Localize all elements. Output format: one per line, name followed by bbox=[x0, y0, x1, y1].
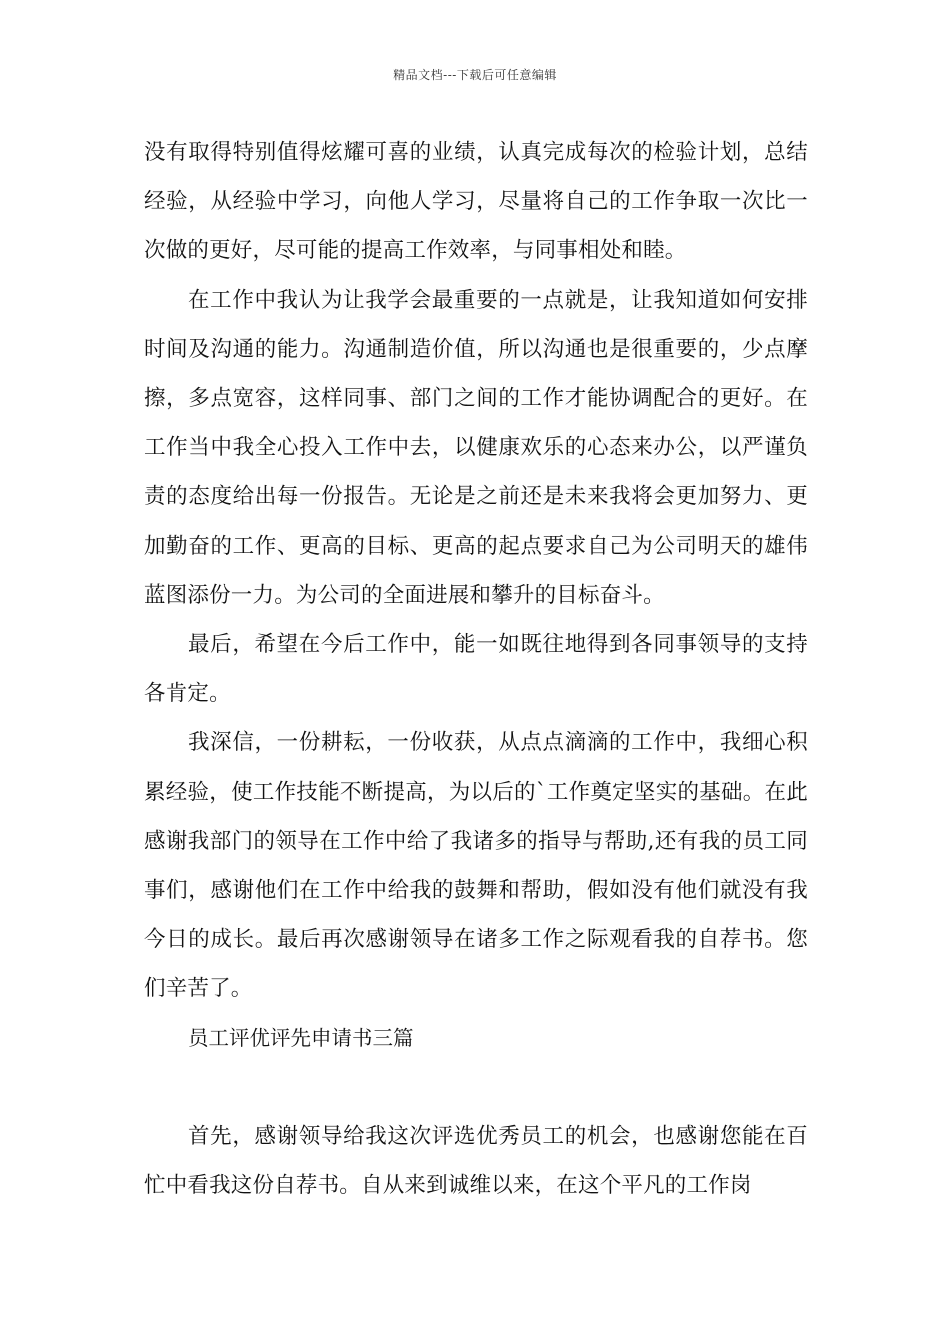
section-title: 员工评优评先申请书三篇 bbox=[188, 1025, 414, 1050]
body-paragraph: 没有取得特别值得炫耀可喜的业绩，认真完成每次的检验计划，总结经验，从经验中学习，向他人学习，尽量将自己的工作争取一次比一次做的更好，尽可能的提高工作效率，与同事相处和睦。 bbox=[144, 140, 808, 264]
blank-line bbox=[144, 1063, 808, 1112]
body-paragraph: 我深信，一份耕耘，一份收获，从点点滴滴的工作中，我细心积累经验，使工作技能不断提高，为以后的`工作奠定坚实的基础。在此感谢我部门的领导在工作中给了我诸多的指导与帮助,还有我的员工同事们，感谢他们在工作中给我的鼓舞和帮助，假如没有他们就没有我今日的成长。最后再次感谢领导在诸多工作之际观看我的自荐书。您们辛苦了。 bbox=[144, 730, 808, 1002]
body-paragraph: 在工作中我认为让我学会最重要的一点就是，让我知道如何安排时间及沟通的能力。沟通制造价值，所以沟通也是很重要的，少点摩擦，多点宽容，这样同事、部门之间的工作才能协调配合的更好。在工作当中我全心投入工作中去，以健康欢乐的心态来办公，以严谨负责的态度给出每一份报告。无论是之前还是未来我将会更加努力、更加勤奋的工作、更高的目标、更高的起点要求自己为公司明天的雄伟蓝图添份一力。为公司的全面进展和攀升的目标奋斗。 bbox=[144, 287, 808, 608]
body-paragraph: 最后，希望在今后工作中，能一如既往地得到各同事领导的支持各肯定。 bbox=[144, 632, 808, 707]
body-paragraph: 首先，感谢领导给我这次评选优秀员工的机会，也感谢您能在百忙中看我这份自荐书。自从来到诚维以来，在这个平凡的工作岗 bbox=[144, 1123, 808, 1199]
page-header: 精品文档---下载后可任意编辑 bbox=[393, 68, 557, 82]
document-body bbox=[144, 128, 808, 1210]
